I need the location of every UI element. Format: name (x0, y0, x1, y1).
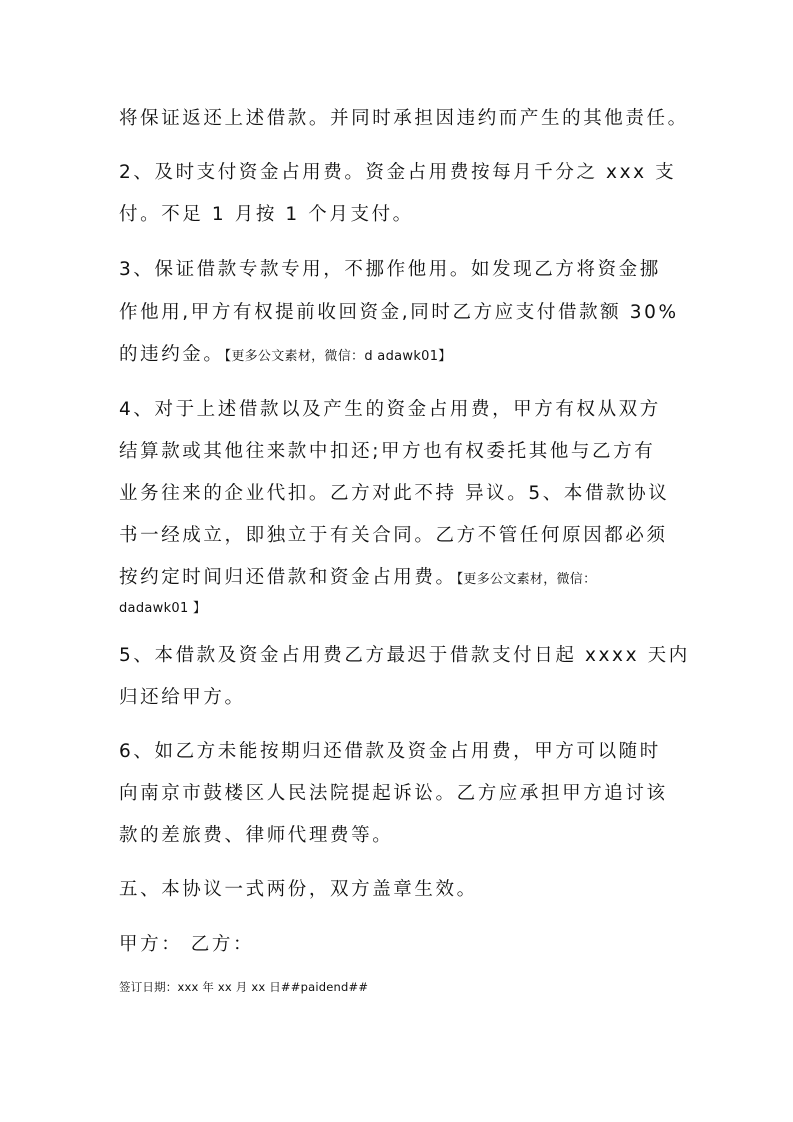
clause-2-line: 2、及时支付资金占用费。资金占用费按每月千分之 xxx 支 (119, 162, 677, 183)
clause-2-line: 付。不足 1 月按 1 个月支付。 (119, 204, 414, 225)
section-five-line: 五、本协议一式两份，双方盖章生效。 (119, 879, 478, 900)
signature-parties: 甲方： 乙方： (119, 934, 255, 955)
clause-6-line: 6、如乙方未能按期归还借款及资金占用费，甲方可以随时 (119, 741, 661, 762)
watermark-note-end: dadawk01 】 (119, 601, 207, 616)
watermark-note: 【更多公文素材，微信： (456, 572, 597, 587)
clause-5-line: 5、本借款及资金占用费乙方最迟于借款支付日起 xxxx 天内 (119, 645, 690, 666)
sign-date: 签订日期：xxx 年 xx 月 xx 日##paidend## (119, 980, 369, 994)
clause-4-text: 按约定时间归还借款和资金占用费。 (119, 567, 457, 588)
clause-5-line: 归还给甲方。 (119, 687, 246, 708)
text-line: 将保证返还上述借款。并同时承担因违约而产生的其他责任。 (119, 108, 689, 129)
clause-4-line: 业务往来的企业代扣。乙方对此不持 异议。5、本借款协议 (119, 483, 670, 504)
clause-4-line: 结算款或其他往来款中扣还;甲方也有权委托其他与乙方有 (119, 441, 656, 462)
clause-3-text: 的违约金。 (119, 344, 225, 365)
clause-4-line: 书一经成立，即独立于有关合同。乙方不管任何原因都必须 (119, 525, 668, 546)
clause-4-line (119, 566, 596, 592)
clause-4-line: 4、对于上述借款以及产生的资金占用费，甲方有权从双方 (119, 399, 661, 420)
clause-3-line: 作他用,甲方有权提前收回资金,同时乙方应支付借款额 30% (119, 302, 679, 323)
watermark-note: 【更多公文素材，微信：d adawk01】 (224, 349, 452, 364)
clause-6-line: 向南京市鼓楼区人民法院提起诉讼。乙方应承担甲方追讨该 (119, 783, 668, 804)
clause-3-line: 3、保证借款专款专用，不挪作他用。如发现乙方将资金挪 (119, 259, 661, 280)
clause-6-line: 款的差旅费、律师代理费等。 (119, 825, 394, 846)
clause-3-line (119, 343, 452, 369)
